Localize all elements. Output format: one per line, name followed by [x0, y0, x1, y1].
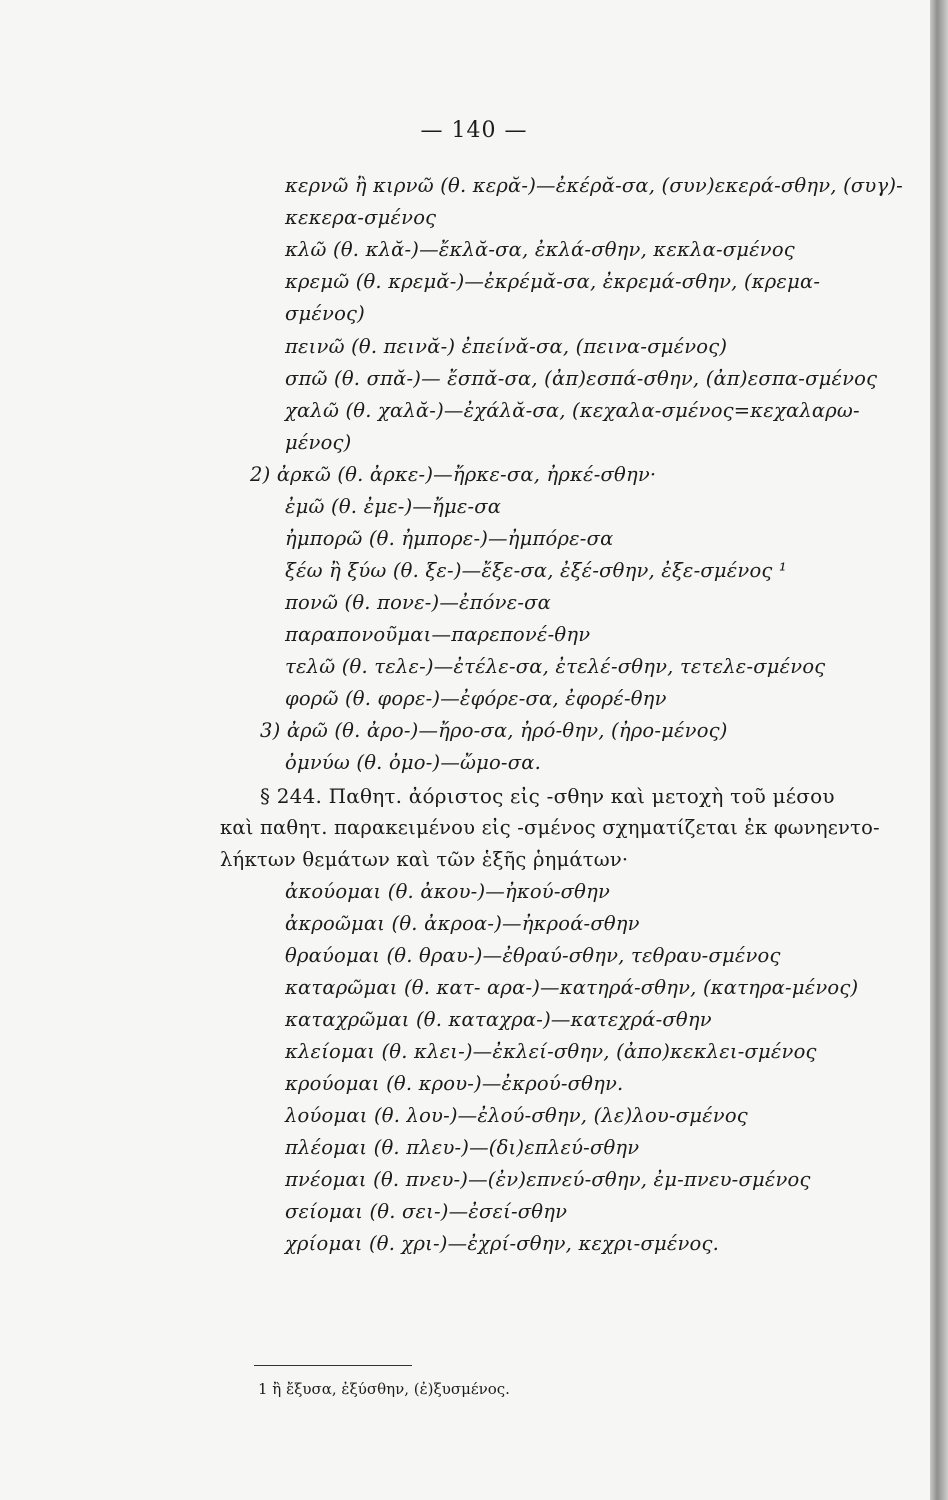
- text-line: ἐμῶ (θ. ἐμε-)—ἤμε-σα: [285, 495, 502, 518]
- text-line: ὀμνύω (θ. ὀμο-)—ὤμο-σα.: [285, 751, 541, 774]
- page-number: — 140 —: [420, 118, 528, 143]
- footnote-rule: [254, 1365, 412, 1366]
- text-line: ἀκροῶμαι (θ. ἀκροα-)—ἠκροά-σθην: [285, 912, 640, 935]
- text-line: λήκτων θεμάτων καὶ τῶν ἑξῆς ῥημάτων·: [220, 848, 629, 871]
- text-line: φορῶ (θ. φορε-)—ἐφόρε-σα, ἐφορέ-θην: [285, 687, 667, 710]
- text-line: τελῶ (θ. τελε-)—ἐτέλε-σα, ἐτελέ-σθην, τετελε-σμένος: [285, 655, 826, 678]
- text-line: ἀκούομαι (θ. ἀκου-)—ἠκού-σθην: [285, 880, 611, 903]
- text-line: κρεμῶ (θ. κρεμᾰ-)—ἐκρέμᾰ-σα, ἐκρεμά-σθην, (κρεμα-: [285, 270, 821, 293]
- text-line: ξέω ἢ ξύω (θ. ξε-)—ἔξε-σα, ἐξέ-σθην, ἐξε-σμένος ¹: [285, 559, 787, 582]
- text-line: ἠμπορῶ (θ. ἠμπορε-)—ἠμπόρε-σα: [285, 527, 614, 550]
- text-line: πνέομαι (θ. πνευ-)—(ἐν)επνεύ-σθην, ἐμ-πνευ-σμένος: [285, 1168, 811, 1191]
- page-edge: [930, 0, 948, 1500]
- section-heading: § 244. Παθητ. ἀόριστος εἰς -σθην καὶ μετοχὴ τοῦ μέσου: [260, 784, 835, 808]
- text-line: 2) ἀρκῶ (θ. ἀρκε-)—ἤρκε-σα, ἠρκέ-σθην·: [250, 463, 657, 486]
- text-line: σείομαι (θ. σει-)—ἐσεί-σθην: [285, 1200, 568, 1223]
- text-line: κερνῶ ἢ κιρνῶ (θ. κερᾰ-)—ἐκέρᾰ-σα, (συν)εκερά-σθην, (συγ)-: [285, 174, 903, 197]
- text-line: παραπονοῦμαι—παρεπονέ-θην: [285, 623, 591, 646]
- text-line: καὶ παθητ. παρακειμένου εἰς -σμένος σχηματίζεται ἐκ φωνηεντο-: [220, 816, 880, 839]
- footnote: 1 ἢ ἔξυσα, ἐξύσθην, (ἐ)ξυσμένος.: [258, 1380, 510, 1398]
- text-line: κλείομαι (θ. κλει-)—ἐκλεί-σθην, (ἀπο)κεκλει-σμένος: [285, 1040, 817, 1063]
- text-line: μένος): [285, 431, 352, 454]
- text-line: πλέομαι (θ. πλευ-)—(δι)επλεύ-σθην: [285, 1136, 640, 1159]
- text-line: σπῶ (θ. σπᾰ-)— ἔσπᾰ-σα, (ἀπ)εσπά-σθην, (ἀπ)εσπα-σμένος: [285, 367, 878, 390]
- text-line: κεκερα-σμένος: [285, 206, 437, 229]
- text-line: σμένος): [285, 302, 365, 325]
- text-line: κλῶ (θ. κλᾰ-)—ἔκλᾰ-σα, ἐκλά-σθην, κεκλα-σμένος: [285, 238, 795, 261]
- text-line: πονῶ (θ. πονε-)—ἐπόνε-σα: [285, 591, 552, 614]
- text-line: χρίομαι (θ. χρι-)—ἐχρί-σθην, κεχρι-σμένος.: [285, 1232, 720, 1255]
- text-line: λούομαι (θ. λου-)—ἐλού-σθην, (λε)λου-σμένος: [285, 1104, 748, 1127]
- text-line: κρούομαι (θ. κρου-)—ἐκρού-σθην.: [285, 1072, 624, 1095]
- text-line: χαλῶ (θ. χαλᾰ-)—ἐχάλᾰ-σα, (κεχαλα-σμένος=κεχαλαρω-: [285, 399, 860, 422]
- text-line: πεινῶ (θ. πεινᾰ-) ἐπείνᾰ-σα, (πεινα-σμένος): [285, 335, 728, 358]
- text-line: 3) ἀρῶ (θ. ἀρο-)—ἤρο-σα, ἠρό-θην, (ἠρο-μένος): [260, 719, 728, 742]
- text-line: καταχρῶμαι (θ. καταχρα-)—κατεχρά-σθην: [285, 1008, 712, 1031]
- text-line: θραύομαι (θ. θραυ-)—ἐθραύ-σθην, τεθραυ-σμένος: [285, 944, 781, 967]
- text-line: καταρῶμαι (θ. κατ- αρα-)—κατηρά-σθην, (κατηρα-μένος): [285, 976, 859, 999]
